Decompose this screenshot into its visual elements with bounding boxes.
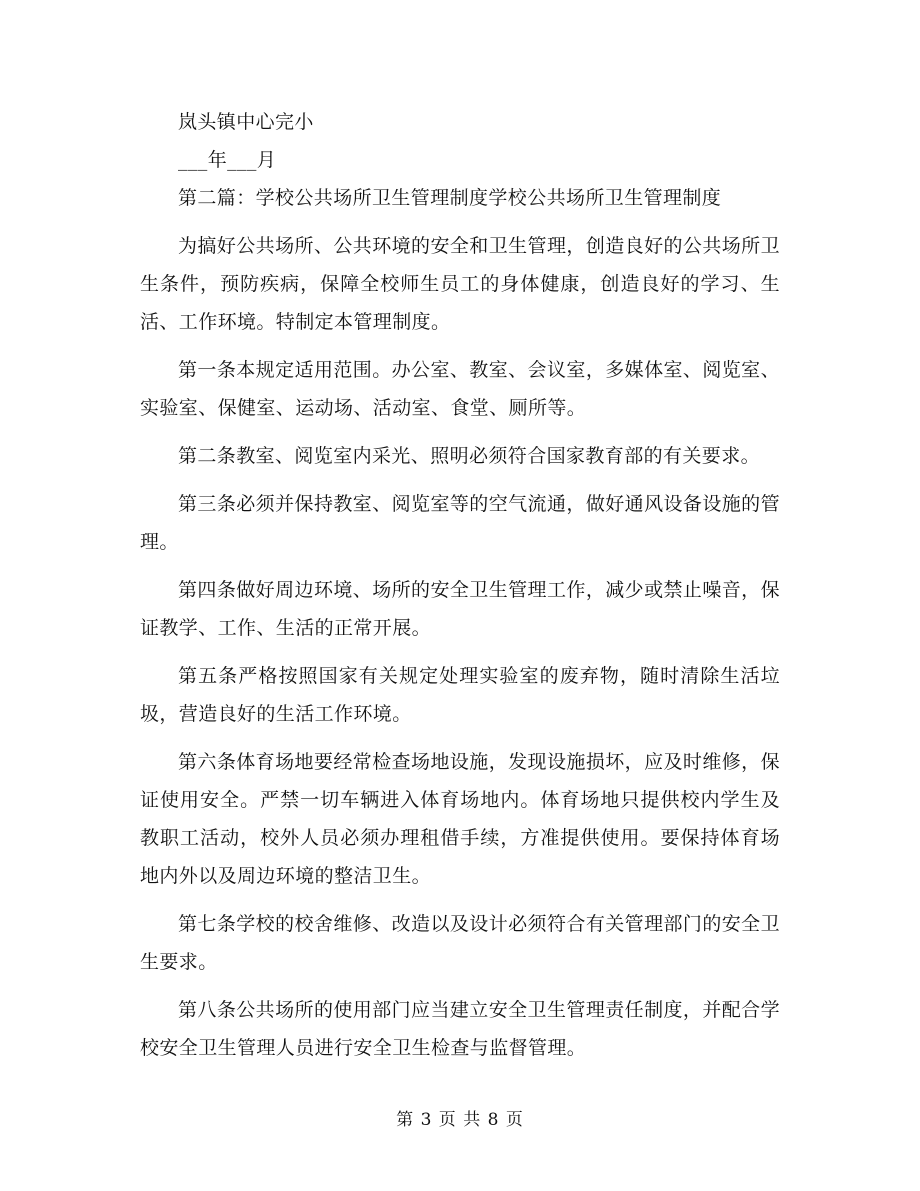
- paragraph-article-6: 第六条体育场地要经常检查场地设施，发现设施损坏，应及时维修，保证使用安全。严禁一切车辆进入体育场地内。体育场地只提供校内学生及教职工活动，校外人员必须办理租借手续，方准提供使用。要保持体育场地内外以及周边环境的整洁卫生。: [140, 751, 780, 887]
- paragraph-article-5: 第五条严格按照国家有关规定处理实验室的废弃物，随时清除生活垃圾，营造良好的生活工作环境。: [140, 665, 780, 725]
- paragraph-article-3: 第三条必须并保持教室、阅览室等的空气流通，做好通风设备设施的管理。: [140, 493, 780, 553]
- date-line: ___年___月: [178, 149, 277, 171]
- signature-line: 岚头镇中心完小: [178, 111, 314, 133]
- paragraph-intro: 为搞好公共场所、公共环境的安全和卫生管理，创造良好的公共场所卫生条件，预防疾病，保障全校师生员工的身体健康，创造良好的学习、生活、工作环境。特制定本管理制度。: [140, 235, 780, 333]
- paragraph-article-1: 第一条本规定适用范围。办公室、教室、会议室，多媒体室、阅览室、实验室、保健室、运动场、活动室、食堂、厕所等。: [140, 359, 780, 419]
- page-number-footer: 第 3 页 共 8 页: [396, 1110, 524, 1130]
- paragraph-article-4: 第四条做好周边环境、场所的安全卫生管理工作，减少或禁止噪音，保证教学、工作、生活的正常开展。: [140, 579, 780, 639]
- paragraph-article-2: 第二条教室、阅览室内采光、照明必须符合国家教育部的有关要求。: [178, 445, 761, 467]
- section-title: 第二篇：学校公共场所卫生管理制度学校公共场所卫生管理制度: [178, 187, 722, 209]
- paragraph-article-8: 第八条公共场所的使用部门应当建立安全卫生管理责任制度，并配合学校安全卫生管理人员进行安全卫生检查与监督管理。: [140, 999, 780, 1059]
- paragraph-article-7: 第七条学校的校舍维修、改造以及设计必须符合有关管理部门的安全卫生要求。: [140, 913, 780, 973]
